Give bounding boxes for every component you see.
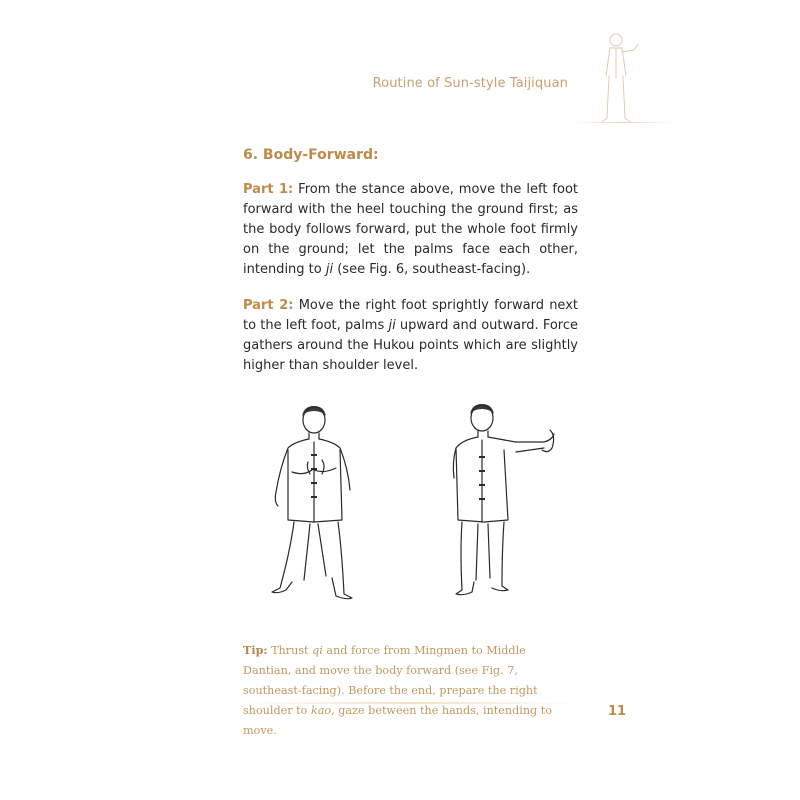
header-rule xyxy=(574,122,674,123)
tip-rule xyxy=(240,702,580,704)
tip-emph-1: qi xyxy=(312,644,323,657)
running-header: Routine of Sun-style Taijiquan xyxy=(372,76,568,91)
part-2-text-1: Move the right foot sprightly forward next to the left foot, palms xyxy=(243,298,578,333)
tip-label: Tip: xyxy=(243,643,268,657)
figure-6-illustration xyxy=(264,402,364,610)
part-2-paragraph xyxy=(243,296,578,376)
part-1-paragraph xyxy=(243,180,578,280)
part-2-emph: ji xyxy=(388,318,396,333)
page-number: 11 xyxy=(608,704,627,719)
part-1-text: From the stance above, move the left foot forward with the heel touching the ground first; as the body follows forward, put the whole foot firmly on the ground; let the palms face each other, intending to xyxy=(243,182,578,277)
figure-7-illustration xyxy=(444,400,560,600)
tip-text-3: , gaze between the hands, intending to move. xyxy=(243,704,552,737)
tip-text-1: Thrust xyxy=(271,644,313,657)
header-figure-icon xyxy=(596,30,640,126)
section-title: 6. Body-Forward: xyxy=(243,147,379,163)
part-1-emph: ji xyxy=(325,262,334,277)
part-2-text-2: upward and outward. Force gathers around the Hukou points which are slightly higher than shoulder level. xyxy=(243,318,578,373)
tip-emph-2: kao xyxy=(310,704,332,717)
part-1-label: Part 1: xyxy=(243,182,294,197)
tip-paragraph xyxy=(243,640,573,741)
part-1-tail: (see Fig. 6, southeast-facing). xyxy=(333,262,531,277)
tip-text-2: and force from Mingmen to Middle Dantian, and move the body forward (see Fig. 7, southeast-facing). Before the end, prepare the right shoulder to xyxy=(243,644,538,717)
part-2-label: Part 2: xyxy=(243,298,294,313)
